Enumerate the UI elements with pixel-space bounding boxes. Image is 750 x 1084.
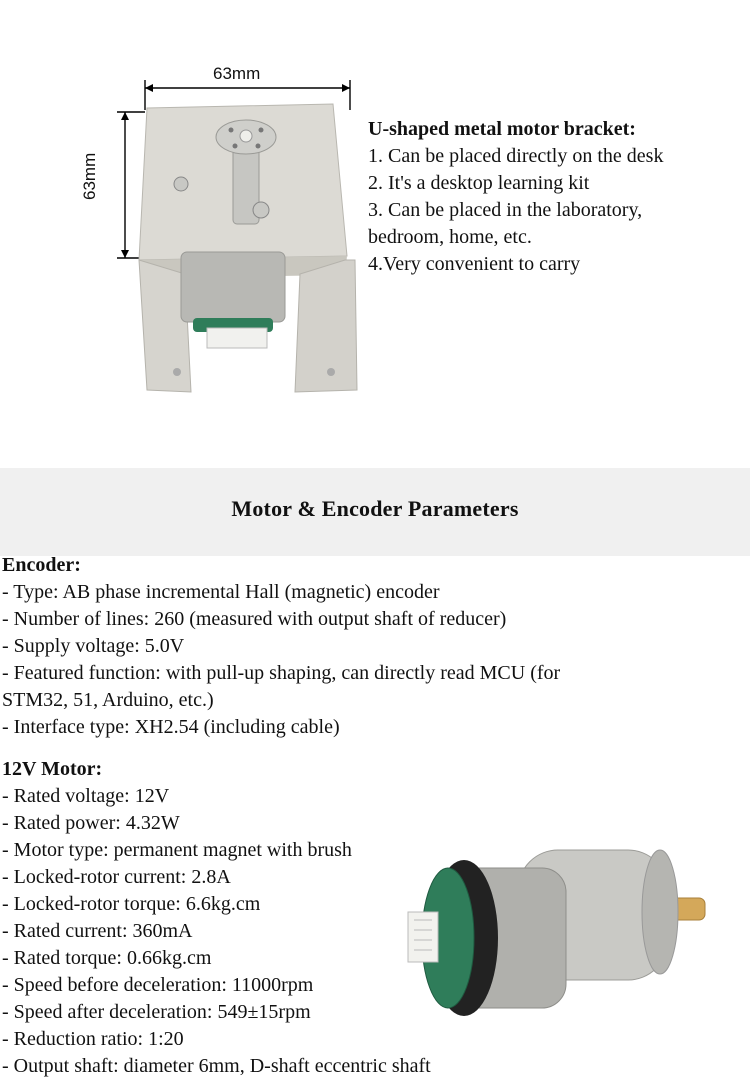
- motor-item: - Rated power: 4.32W: [2, 812, 180, 834]
- bracket-title: U-shaped metal motor bracket:: [368, 118, 636, 140]
- bracket-description: [368, 116, 748, 278]
- motor-title: 12V Motor:: [2, 758, 103, 780]
- motor-can: [181, 252, 285, 322]
- bracket-item: bedroom, home, etc.: [368, 226, 532, 248]
- bracket-item: 4.Very convenient to carry: [368, 253, 581, 275]
- encoder-item: - Number of lines: 260 (measured with output shaft of reducer): [2, 608, 507, 630]
- bracket-right-leg: [295, 260, 357, 392]
- encoder-title: Encoder:: [2, 554, 81, 576]
- motor-item: - Reduction ratio: 1:20: [2, 1028, 184, 1050]
- encoder-item: - Featured function: with pull-up shaping, can directly read MCU (for: [2, 662, 561, 684]
- gear-motor-photo: [398, 820, 718, 1040]
- motor-item: - Speed after deceleration: 549±15rpm: [2, 1001, 311, 1023]
- encoder-item: - Interface type: XH2.54 (including cable): [2, 716, 340, 738]
- bracket-item: 1. Can be placed directly on the desk: [368, 145, 664, 167]
- motor-item: - Rated torque: 0.66kg.cm: [2, 947, 212, 969]
- motor-item: - Motor type: permanent magnet with brush: [2, 839, 352, 861]
- encoder-item: - Supply voltage: 5.0V: [2, 635, 185, 657]
- section-title: Motor & Encoder Parameters: [231, 496, 519, 521]
- motor-item: - Rated current: 360mA: [2, 920, 193, 942]
- motor-item: - Output shaft: diameter 6mm, D-shaft eccentric shaft: [2, 1055, 431, 1077]
- encoder-connector: [207, 328, 267, 348]
- screw-icon: [174, 177, 188, 191]
- width-label: 63mm: [213, 64, 261, 83]
- encoder-item: STM32, 51, Arduino, etc.): [2, 689, 214, 711]
- motor-item: - Locked-rotor torque: 6.6kg.cm: [2, 893, 261, 915]
- motor-item: - Speed before deceleration: 11000rpm: [2, 974, 314, 996]
- height-label: 63mm: [80, 152, 99, 200]
- bracket-photo: [95, 60, 365, 400]
- encoder-item: - Type: AB phase incremental Hall (magnetic) encoder: [2, 581, 440, 603]
- bracket-item: 3. Can be placed in the laboratory,: [368, 199, 643, 221]
- motor-item: - Locked-rotor current: 2.8A: [2, 866, 231, 888]
- encoder-specs: [2, 552, 742, 741]
- motor-item: - Rated voltage: 12V: [2, 785, 170, 807]
- bracket-item: 2. It's a desktop learning kit: [368, 172, 590, 194]
- screw-icon: [253, 202, 269, 218]
